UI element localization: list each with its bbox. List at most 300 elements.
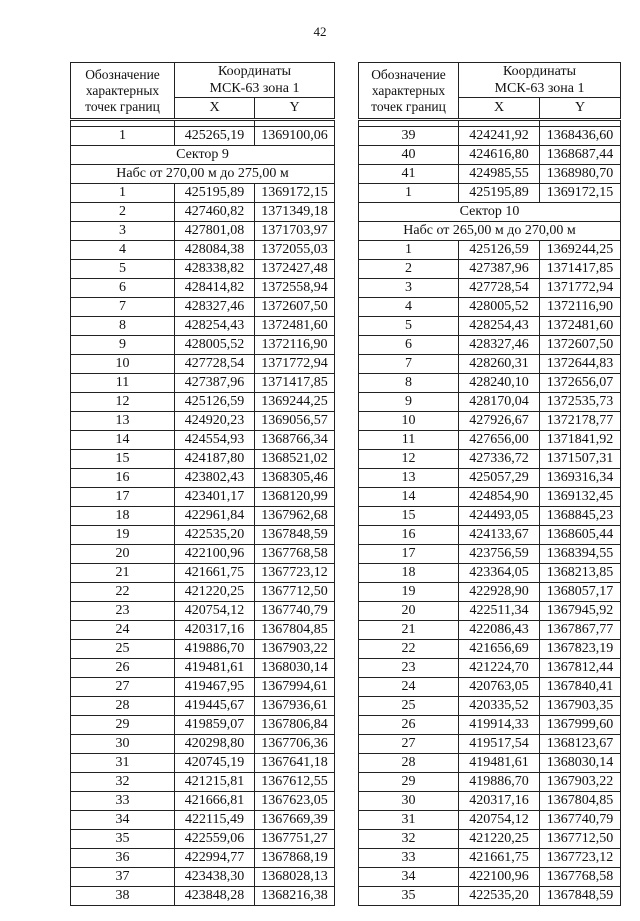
- y-coordinate-cell: 1368030,14: [540, 754, 621, 773]
- table-row: [71, 260, 335, 279]
- table-row: [359, 621, 621, 640]
- section-row: [359, 203, 621, 222]
- point-number-cell: 3: [359, 279, 459, 298]
- point-number-cell: 13: [359, 469, 459, 488]
- y-coordinate-cell: 1369244,25: [255, 393, 335, 412]
- y-coordinate-cell: 1367804,85: [540, 792, 621, 811]
- table-row: [359, 754, 621, 773]
- x-coordinate-cell: 427656,00: [459, 431, 540, 450]
- table-row: [71, 697, 335, 716]
- x-coordinate-cell: 423401,17: [175, 488, 255, 507]
- point-number-cell: 26: [359, 716, 459, 735]
- x-coordinate-cell: 422100,96: [459, 868, 540, 887]
- y-coordinate-cell: 1367903,22: [255, 640, 335, 659]
- table-row: [359, 165, 621, 184]
- point-number-cell: 18: [359, 564, 459, 583]
- point-number-cell: 20: [359, 602, 459, 621]
- point-number-cell: 16: [71, 469, 175, 488]
- table-row: [71, 583, 335, 602]
- table-row: [359, 412, 621, 431]
- y-coordinate-cell: 1367623,05: [255, 792, 335, 811]
- x-coordinate-cell: 424554,93: [175, 431, 255, 450]
- x-coordinate-cell: 425195,89: [459, 184, 540, 203]
- x-coordinate-cell: 428005,52: [175, 336, 255, 355]
- y-coordinate-cell: 1371417,85: [540, 260, 621, 279]
- table-row: [359, 298, 621, 317]
- y-coordinate-cell: 1372116,90: [540, 298, 621, 317]
- y-coordinate-cell: 1369172,15: [255, 184, 335, 203]
- y-coordinate-cell: 1367994,61: [255, 678, 335, 697]
- point-number-cell: 33: [359, 849, 459, 868]
- point-number-cell: 28: [71, 697, 175, 716]
- point-number-cell: 1: [71, 127, 175, 146]
- table-row: [359, 716, 621, 735]
- point-number-cell: 27: [71, 678, 175, 697]
- point-number-cell: 41: [359, 165, 459, 184]
- right-table-body: [359, 127, 621, 906]
- table-row: [71, 773, 335, 792]
- x-coordinate-cell: 421666,81: [175, 792, 255, 811]
- table-row: [71, 184, 335, 203]
- x-coordinate-cell: 427387,96: [175, 374, 255, 393]
- x-coordinate-cell: 424854,90: [459, 488, 540, 507]
- x-coordinate-cell: 422928,90: [459, 583, 540, 602]
- point-number-cell: 36: [71, 849, 175, 868]
- section-title: Набс от 265,00 м до 270,00 м: [359, 222, 621, 241]
- y-coordinate-cell: 1368766,34: [255, 431, 335, 450]
- point-number-cell: 11: [359, 431, 459, 450]
- point-number-cell: 11: [71, 374, 175, 393]
- table-row: [71, 792, 335, 811]
- coordinate-system: МСК-63 зона 1: [494, 81, 585, 96]
- x-coordinate-cell: 428327,46: [459, 336, 540, 355]
- point-number-cell: 31: [359, 811, 459, 830]
- y-coordinate-cell: 1368123,67: [540, 735, 621, 754]
- y-coordinate-cell: 1367804,85: [255, 621, 335, 640]
- y-coordinate-cell: 1367712,50: [540, 830, 621, 849]
- y-coordinate-cell: 1367868,19: [255, 849, 335, 868]
- section-title: Набс от 270,00 м до 275,00 м: [71, 165, 335, 184]
- y-header: Y: [255, 98, 335, 120]
- point-number-cell: 25: [359, 697, 459, 716]
- point-number-cell: 29: [359, 773, 459, 792]
- table-row: [71, 241, 335, 260]
- x-coordinate-cell: 424616,80: [459, 146, 540, 165]
- point-number-cell: 2: [359, 260, 459, 279]
- table-row: [71, 545, 335, 564]
- table-row: [71, 735, 335, 754]
- point-number-cell: 14: [71, 431, 175, 450]
- point-number-cell: 5: [71, 260, 175, 279]
- x-coordinate-cell: 424493,05: [459, 507, 540, 526]
- x-coordinate-cell: 422559,06: [175, 830, 255, 849]
- y-coordinate-cell: 1369172,15: [540, 184, 621, 203]
- point-number-cell: 8: [359, 374, 459, 393]
- y-coordinate-cell: 1368436,60: [540, 127, 621, 146]
- x-header: X: [175, 98, 255, 120]
- table-row: [71, 659, 335, 678]
- point-number-cell: 24: [71, 621, 175, 640]
- point-number-cell: 31: [71, 754, 175, 773]
- x-coordinate-cell: 428254,43: [175, 317, 255, 336]
- y-coordinate-cell: 1367712,50: [255, 583, 335, 602]
- point-number-cell: 7: [359, 355, 459, 374]
- x-coordinate-cell: 424920,23: [175, 412, 255, 431]
- x-coordinate-cell: 421661,75: [175, 564, 255, 583]
- point-number-cell: 35: [71, 830, 175, 849]
- table-row: [359, 241, 621, 260]
- table-row: [71, 355, 335, 374]
- table-row: [71, 621, 335, 640]
- point-designation-header: Обозначение характерных точек границ: [71, 63, 175, 120]
- table-row: [359, 507, 621, 526]
- y-coordinate-cell: 1367669,39: [255, 811, 335, 830]
- table-row: [71, 830, 335, 849]
- x-coordinate-cell: 420754,12: [175, 602, 255, 621]
- point-number-cell: 22: [71, 583, 175, 602]
- point-number-cell: 4: [71, 241, 175, 260]
- point-number-cell: 30: [71, 735, 175, 754]
- point-number-cell: 13: [71, 412, 175, 431]
- y-coordinate-cell: 1367867,77: [540, 621, 621, 640]
- point-number-cell: 27: [359, 735, 459, 754]
- point-number-cell: 9: [71, 336, 175, 355]
- x-coordinate-cell: 420298,80: [175, 735, 255, 754]
- y-coordinate-cell: 1368216,38: [255, 887, 335, 906]
- x-coordinate-cell: 422511,34: [459, 602, 540, 621]
- table-row: [71, 526, 335, 545]
- y-coordinate-cell: 1372481,60: [540, 317, 621, 336]
- table-row: [71, 564, 335, 583]
- coordinate-system: МСК-63 зона 1: [209, 81, 300, 96]
- left-table-body: [71, 127, 335, 906]
- y-coordinate-cell: 1367806,84: [255, 716, 335, 735]
- y-coordinate-cell: 1367768,58: [255, 545, 335, 564]
- y-coordinate-cell: 1367848,59: [255, 526, 335, 545]
- point-number-cell: 40: [359, 146, 459, 165]
- y-coordinate-cell: 1367612,55: [255, 773, 335, 792]
- point-number-cell: 26: [71, 659, 175, 678]
- x-coordinate-cell: 423364,05: [459, 564, 540, 583]
- y-coordinate-cell: 1369100,06: [255, 127, 335, 146]
- point-number-cell: 19: [359, 583, 459, 602]
- table-row: [71, 811, 335, 830]
- x-coordinate-cell: 421656,69: [459, 640, 540, 659]
- table-row: [71, 868, 335, 887]
- x-coordinate-cell: 422086,43: [459, 621, 540, 640]
- x-coordinate-cell: 419914,33: [459, 716, 540, 735]
- point-number-cell: 34: [71, 811, 175, 830]
- table-row: [359, 469, 621, 488]
- table-row: [359, 526, 621, 545]
- y-coordinate-cell: 1367768,58: [540, 868, 621, 887]
- table-row: [359, 697, 621, 716]
- y-coordinate-cell: 1368030,14: [255, 659, 335, 678]
- table-row: [359, 374, 621, 393]
- y-coordinate-cell: 1367840,41: [540, 678, 621, 697]
- table-row: [359, 849, 621, 868]
- table-row: [71, 754, 335, 773]
- y-coordinate-cell: 1368521,02: [255, 450, 335, 469]
- table-row: [71, 678, 335, 697]
- y-coordinate-cell: 1372116,90: [255, 336, 335, 355]
- table-row: [359, 678, 621, 697]
- x-coordinate-cell: 422115,49: [175, 811, 255, 830]
- table-row: [71, 469, 335, 488]
- y-coordinate-cell: 1369316,34: [540, 469, 621, 488]
- table-row: [71, 640, 335, 659]
- coordinates-header: [459, 63, 621, 98]
- table-row: [71, 279, 335, 298]
- coordinates-table-left: [70, 62, 335, 906]
- point-number-cell: 1: [359, 241, 459, 260]
- y-coordinate-cell: 1367751,27: [255, 830, 335, 849]
- table-row: [71, 849, 335, 868]
- point-number-cell: 12: [359, 450, 459, 469]
- table-row: [359, 184, 621, 203]
- table-row: [359, 431, 621, 450]
- coordinates-title: Координаты: [218, 64, 291, 79]
- point-number-cell: 6: [359, 336, 459, 355]
- point-number-cell: 24: [359, 678, 459, 697]
- y-coordinate-cell: 1368120,99: [255, 488, 335, 507]
- y-coordinate-cell: 1367641,18: [255, 754, 335, 773]
- table-row: [359, 640, 621, 659]
- y-coordinate-cell: 1371507,31: [540, 450, 621, 469]
- point-number-cell: 8: [71, 317, 175, 336]
- y-coordinate-cell: 1372607,50: [255, 298, 335, 317]
- x-coordinate-cell: 428260,31: [459, 355, 540, 374]
- x-coordinate-cell: 419859,07: [175, 716, 255, 735]
- point-number-cell: 21: [359, 621, 459, 640]
- point-number-cell: 23: [71, 602, 175, 621]
- table-row: [71, 298, 335, 317]
- coordinates-header: [175, 63, 335, 98]
- point-number-cell: 18: [71, 507, 175, 526]
- x-coordinate-cell: 428005,52: [459, 298, 540, 317]
- point-number-cell: 34: [359, 868, 459, 887]
- table-row: [359, 583, 621, 602]
- point-number-cell: 12: [71, 393, 175, 412]
- table-row: [71, 203, 335, 222]
- x-coordinate-cell: 421661,75: [459, 849, 540, 868]
- table-row: [71, 222, 335, 241]
- point-number-cell: 39: [359, 127, 459, 146]
- y-coordinate-cell: 1372607,50: [540, 336, 621, 355]
- y-coordinate-cell: 1367903,22: [540, 773, 621, 792]
- table-row: [71, 488, 335, 507]
- x-coordinate-cell: 424187,80: [175, 450, 255, 469]
- section-row: [359, 222, 621, 241]
- y-coordinate-cell: 1367936,61: [255, 697, 335, 716]
- y-coordinate-cell: 1372644,83: [540, 355, 621, 374]
- y-coordinate-cell: 1367723,12: [540, 849, 621, 868]
- x-coordinate-cell: 419517,54: [459, 735, 540, 754]
- point-number-cell: 29: [71, 716, 175, 735]
- y-coordinate-cell: 1367848,59: [540, 887, 621, 906]
- y-coordinate-cell: 1368305,46: [255, 469, 335, 488]
- x-coordinate-cell: 422535,20: [459, 887, 540, 906]
- point-number-cell: 37: [71, 868, 175, 887]
- x-coordinate-cell: 428084,38: [175, 241, 255, 260]
- table-row: [71, 336, 335, 355]
- y-coordinate-cell: 1367962,68: [255, 507, 335, 526]
- y-coordinate-cell: 1367823,19: [540, 640, 621, 659]
- point-number-cell: 14: [359, 488, 459, 507]
- x-coordinate-cell: 419886,70: [459, 773, 540, 792]
- point-number-cell: 19: [71, 526, 175, 545]
- point-number-cell: 7: [71, 298, 175, 317]
- y-coordinate-cell: 1371772,94: [540, 279, 621, 298]
- x-coordinate-cell: 424133,67: [459, 526, 540, 545]
- point-number-cell: 15: [359, 507, 459, 526]
- table-row: [359, 488, 621, 507]
- table-row: [71, 507, 335, 526]
- y-coordinate-cell: 1368845,23: [540, 507, 621, 526]
- table-row: [71, 127, 335, 146]
- x-coordinate-cell: 420317,16: [175, 621, 255, 640]
- x-coordinate-cell: 421224,70: [459, 659, 540, 678]
- table-row: [359, 355, 621, 374]
- table-row: [359, 393, 621, 412]
- x-coordinate-cell: 423802,43: [175, 469, 255, 488]
- table-row: [359, 602, 621, 621]
- y-coordinate-cell: 1367812,44: [540, 659, 621, 678]
- y-coordinate-cell: 1371349,18: [255, 203, 335, 222]
- point-number-cell: 3: [71, 222, 175, 241]
- y-coordinate-cell: 1372481,60: [255, 317, 335, 336]
- y-coordinate-cell: 1372558,94: [255, 279, 335, 298]
- table-row: [71, 602, 335, 621]
- x-coordinate-cell: 420335,52: [459, 697, 540, 716]
- x-coordinate-cell: 423756,59: [459, 545, 540, 564]
- x-coordinate-cell: 421220,25: [175, 583, 255, 602]
- y-coordinate-cell: 1367706,36: [255, 735, 335, 754]
- x-coordinate-cell: 419467,95: [175, 678, 255, 697]
- x-coordinate-cell: 423438,30: [175, 868, 255, 887]
- x-header: X: [459, 98, 540, 120]
- y-coordinate-cell: 1372427,48: [255, 260, 335, 279]
- x-coordinate-cell: 419481,61: [175, 659, 255, 678]
- y-coordinate-cell: 1371703,97: [255, 222, 335, 241]
- y-coordinate-cell: 1368057,17: [540, 583, 621, 602]
- point-number-cell: 2: [71, 203, 175, 222]
- x-coordinate-cell: 422100,96: [175, 545, 255, 564]
- x-coordinate-cell: 425195,89: [175, 184, 255, 203]
- x-coordinate-cell: 420763,05: [459, 678, 540, 697]
- x-coordinate-cell: 419886,70: [175, 640, 255, 659]
- point-designation-header: Обозначение характерных точек границ: [359, 63, 459, 120]
- y-coordinate-cell: 1368213,85: [540, 564, 621, 583]
- table-row: [359, 811, 621, 830]
- y-coordinate-cell: 1371841,92: [540, 431, 621, 450]
- point-number-cell: 23: [359, 659, 459, 678]
- table-row: [71, 887, 335, 906]
- x-coordinate-cell: 420317,16: [459, 792, 540, 811]
- table-row: [71, 716, 335, 735]
- point-number-cell: 9: [359, 393, 459, 412]
- table-row: [359, 735, 621, 754]
- y-coordinate-cell: 1372055,03: [255, 241, 335, 260]
- x-coordinate-cell: 425126,59: [175, 393, 255, 412]
- point-number-cell: 33: [71, 792, 175, 811]
- table-row: [71, 374, 335, 393]
- y-coordinate-cell: 1367723,12: [255, 564, 335, 583]
- y-coordinate-cell: 1372535,73: [540, 393, 621, 412]
- point-number-cell: 32: [359, 830, 459, 849]
- point-number-cell: 1: [71, 184, 175, 203]
- point-number-cell: 25: [71, 640, 175, 659]
- y-coordinate-cell: 1371417,85: [255, 374, 335, 393]
- point-number-cell: 1: [359, 184, 459, 203]
- table-row: [71, 317, 335, 336]
- x-coordinate-cell: 425126,59: [459, 241, 540, 260]
- table-row: [359, 127, 621, 146]
- x-coordinate-cell: 428170,04: [459, 393, 540, 412]
- point-number-cell: 21: [71, 564, 175, 583]
- x-coordinate-cell: 422994,77: [175, 849, 255, 868]
- x-coordinate-cell: 421220,25: [459, 830, 540, 849]
- table-row: [359, 336, 621, 355]
- table-row: [71, 450, 335, 469]
- y-coordinate-cell: 1367999,60: [540, 716, 621, 735]
- y-coordinate-cell: 1369056,57: [255, 412, 335, 431]
- point-number-cell: 6: [71, 279, 175, 298]
- point-number-cell: 15: [71, 450, 175, 469]
- x-coordinate-cell: 424985,55: [459, 165, 540, 184]
- point-number-cell: 20: [71, 545, 175, 564]
- x-coordinate-cell: 427387,96: [459, 260, 540, 279]
- y-coordinate-cell: 1368605,44: [540, 526, 621, 545]
- table-row: [359, 279, 621, 298]
- x-coordinate-cell: 423848,28: [175, 887, 255, 906]
- point-number-cell: 30: [359, 792, 459, 811]
- y-coordinate-cell: 1372178,77: [540, 412, 621, 431]
- table-row: [71, 393, 335, 412]
- x-coordinate-cell: 427728,54: [175, 355, 255, 374]
- point-number-cell: 32: [71, 773, 175, 792]
- section-title: Сектор 10: [359, 203, 621, 222]
- x-coordinate-cell: 427801,08: [175, 222, 255, 241]
- x-coordinate-cell: 419445,67: [175, 697, 255, 716]
- point-number-cell: 28: [359, 754, 459, 773]
- table-row: [359, 450, 621, 469]
- y-coordinate-cell: 1371772,94: [255, 355, 335, 374]
- x-coordinate-cell: 427460,82: [175, 203, 255, 222]
- x-coordinate-cell: 428254,43: [459, 317, 540, 336]
- y-header: Y: [540, 98, 621, 120]
- page-number: 42: [313, 24, 327, 39]
- point-number-cell: 4: [359, 298, 459, 317]
- coordinates-title: Координаты: [503, 64, 576, 79]
- y-coordinate-cell: 1367740,79: [540, 811, 621, 830]
- table-row: [71, 431, 335, 450]
- y-coordinate-cell: 1372656,07: [540, 374, 621, 393]
- point-number-cell: 17: [359, 545, 459, 564]
- section-row: [71, 165, 335, 184]
- x-coordinate-cell: 428240,10: [459, 374, 540, 393]
- coordinates-table-right: [358, 62, 621, 906]
- x-coordinate-cell: 427728,54: [459, 279, 540, 298]
- x-coordinate-cell: 421215,81: [175, 773, 255, 792]
- x-coordinate-cell: 428327,46: [175, 298, 255, 317]
- section-title: Сектор 9: [71, 146, 335, 165]
- point-number-cell: 16: [359, 526, 459, 545]
- point-number-cell: 10: [71, 355, 175, 374]
- y-coordinate-cell: 1367903,35: [540, 697, 621, 716]
- point-number-cell: 10: [359, 412, 459, 431]
- x-coordinate-cell: 424241,92: [459, 127, 540, 146]
